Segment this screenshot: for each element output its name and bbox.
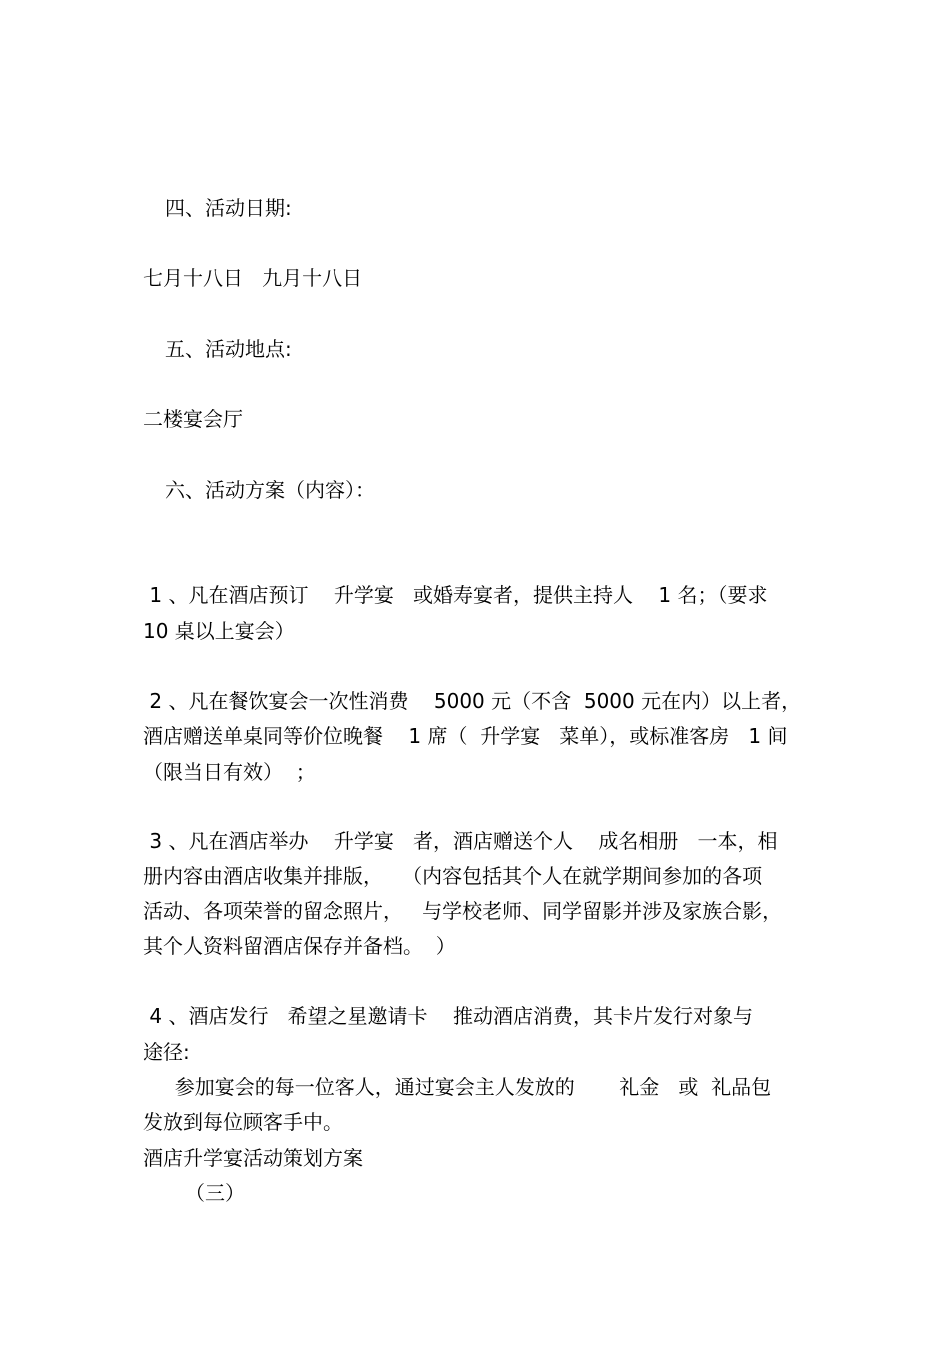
item2-line1: 2 、凡在餐饮宴会一次性消费 5000 元（不含 5000 元在内）以上者，	[143, 689, 802, 713]
item4-line4: 发放到每位顾客手中。	[143, 1110, 343, 1134]
footer-title: 酒店升学宴活动策划方案	[143, 1146, 363, 1170]
item2-line3: （限当日有效） ；	[143, 760, 316, 784]
item1-line1: 1 、凡在酒店预订 升学宴 或婚寿宴者，提供主持人 1 名；（要求	[143, 583, 768, 607]
item3-line3: 活动、各项荣誉的留念照片， 与学校老师、同学留影并涉及家族合影，	[143, 899, 783, 923]
footer-part: （三）	[185, 1181, 245, 1205]
item3-line4: 其个人资料留酒店保存并备档。 ）	[143, 934, 456, 958]
item4-line3: 参加宴会的每一位客人，通过宴会主人发放的 礼金 或 礼品包	[143, 1075, 772, 1099]
item2-line2: 酒店赠送单桌同等价位晚餐 1 席（ 升学宴 菜单），或标准客房 1 间	[143, 724, 788, 748]
section5-body: 二楼宴会厅	[143, 407, 243, 431]
item4-line2: 途径:	[143, 1040, 190, 1064]
section4-heading: 四、活动日期:	[165, 196, 292, 220]
item4-line1: 4 、酒店发行 希望之星邀请卡 推动酒店消费，其卡片发行对象与	[143, 1004, 753, 1028]
section5-heading: 五、活动地点:	[165, 337, 292, 361]
section6-heading: 六、活动方案（内容）：	[165, 478, 375, 502]
item3-line1: 3 、凡在酒店举办 升学宴 者，酒店赠送个人 成名相册 一本，相	[143, 829, 778, 853]
item1-line2: 10 桌以上宴会）	[143, 619, 295, 643]
item3-line2: 册内容由酒店收集并排版， （内容包括其个人在就学期间参加的各项	[143, 864, 763, 888]
section4-body: 七月十八日 九月十八日	[143, 266, 363, 290]
